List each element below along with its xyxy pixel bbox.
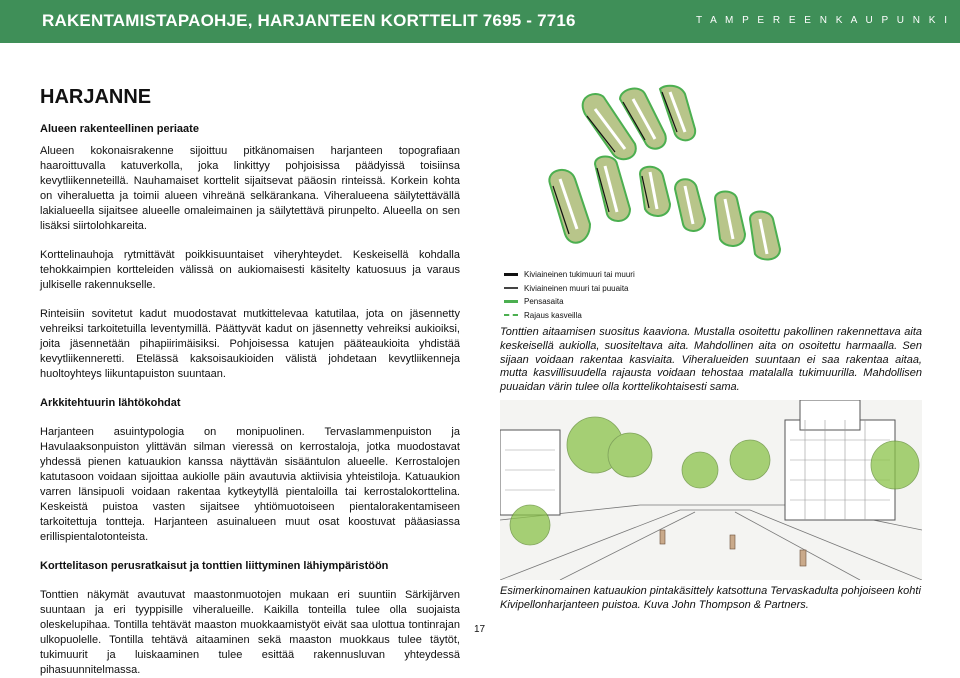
fencing-plan-diagram — [545, 84, 960, 264]
page-header — [0, 0, 960, 43]
paragraph-architecture: Harjanteen asuintypologia on monipuolinen. Tervaslammenpuiston ja Havulaaksonpuiston ylittävän silman vieressä on kerrostaloja, jotka muodostavat yhdessä pienen katuaukion kanssa näyttävän sisääntulon alueelle. Kerrostalojen katutasoon voidaan sijoittaa aukiolle päin avautuvia aktiivisia yhteistiloja. Katuaukion varren länsipuoli voidaan rakentaa kytkeytyllä pientaloilla tai kerrostalokorttelina. Keskeistä puistoa vasten sijaitsee yhtiömuotoiseen pientalorakentamiseen tarkoitettuja tontteja. Harjanteen asuinalueen muut osat koostuvat pääasiassa erillispientalotonteista. — [40, 426, 460, 543]
street-square-illustration — [500, 400, 922, 580]
section-heading-blocks: Korttelitason perusratkaisut ja tonttien liittyminen lähiympäristöön — [40, 560, 389, 572]
section-heading-structure: Alueen rakenteellinen periaate — [40, 123, 199, 135]
paragraph-streets: Rinteisiin sovitetut kadut muodostavat mutkittelevaa katutilaa, jota on jäsennetty vehreiksi tarkoitetuilla leventymillä. Päättyvät kadut on jäsennetty vehreiksi aukioiksi, joita jäsennetään pihapiirimäisiksi. Pohjoisessa katujen pääteaukioita yhdistää kevytliikenneretti. Etelässä kaksoisaukioiden välistä johdetaan kevytliikenneja huoltoyhteys liikuntapuiston suuntaan. — [40, 308, 460, 380]
legend-label: Kiviaineinen muuri tai puuaita — [524, 283, 629, 293]
paragraph-structure: Alueen kokonaisrakenne sijoittuu pitkänomaisen harjanteen topografiaan haaroittuvalla katuverkolla, joka linkittyy pohjoisissa päädyissä toisiinsa kevytliikenneteillä. Nauhamaiset korttelit sijaitsevat pääosin rinteissä. Korkein kohta on viheraluetta ja toimii alueen vihreänä selkärankana. Viheralueena säilytettävällä lakialueella sijaitsee alueelle omaleimainen ja säilytettävä pirunpelto. Alueella on sen lisäksi siirtolohkareita. — [40, 145, 460, 232]
paragraph-green-links: Korttelinauhoja rytmittävät poikkisuuntaiset viheryhteydet. Keskeisellä kohdalla tehokkaimpien kortteleiden välissä on aukiomaisesti käsitelty katuosuus ja varaus julkiselle rakennukselle. — [40, 249, 460, 291]
page-heading: HARJANNE — [40, 86, 152, 108]
document-title: RAKENTAMISTAPAOHJE, HARJANTEEN KORTTELIT 7695 - 7716 — [42, 11, 576, 30]
left-column — [40, 122, 460, 678]
legend-swatch-black-wall — [504, 273, 518, 276]
legend-swatch-grey-wall — [504, 287, 518, 289]
legend-label: Rajaus kasveilla — [524, 310, 582, 320]
illustration-caption: Esimerkinomainen katuaukion pintakäsittely katsottuna Tervaskadulta pohjoiseen kohti Kivipellonharjanteen puistoa. Kuva John Thompson & Partners. — [500, 585, 921, 611]
legend-swatch-planting — [504, 314, 518, 316]
legend-item — [504, 268, 704, 282]
legend-item — [504, 309, 704, 323]
city-brand: T A M P E R E E N K A U P U N K I — [695, 15, 950, 26]
page-number: 17 — [474, 624, 486, 635]
legend — [504, 268, 704, 322]
section-heading-architecture: Arkkitehtuurin lähtökohdat — [40, 397, 181, 409]
legend-item — [504, 282, 704, 296]
paragraph-blocks: Tonttien näkymät avautuvat maastonmuotojen mukaan eri suuntiin Särkijärven suuntaan ja eri tyyppisille viheralueille. Kaikilla tonteilla tulee olla suojaista oleskelupihaa. Tontilla tehtävät maaston muokkaamistyöt eivät saa ulottua tontinrajan ulkopuolelle. Tontilla tehtävä aitaaminen sekä maaston muokkaus tulee täytöt, tukimuurit ja luiskaaminen tulee esittää rakennusluvan yhteydessä pihasuunnitelmassa. — [40, 589, 460, 676]
legend-label: Pensasaita — [524, 297, 564, 306]
diagram-caption: Tonttien aitaamisen suositus kaaviona. Mustalla osoitettu pakollinen rakennettava aita keskeisellä aukiolla, suositeltava aita. Mahdollinen aita on osoitettu harmaalla. Sen sijaan voidaan rakentaa kasviaita. Viheralueiden suuntaan ei saa rakentaa aitaa, mutta kasvillisuudella rajausta voidaan tehostaa matalalla tukimuurilla. Mahdollisen puuaidan värin tulee olla korttelikohtaisesti sama. — [500, 326, 922, 394]
legend-item — [504, 295, 704, 309]
legend-swatch-hedge — [504, 300, 518, 303]
legend-label: Kiviaineinen tukimuuri tai muuri — [524, 270, 635, 279]
